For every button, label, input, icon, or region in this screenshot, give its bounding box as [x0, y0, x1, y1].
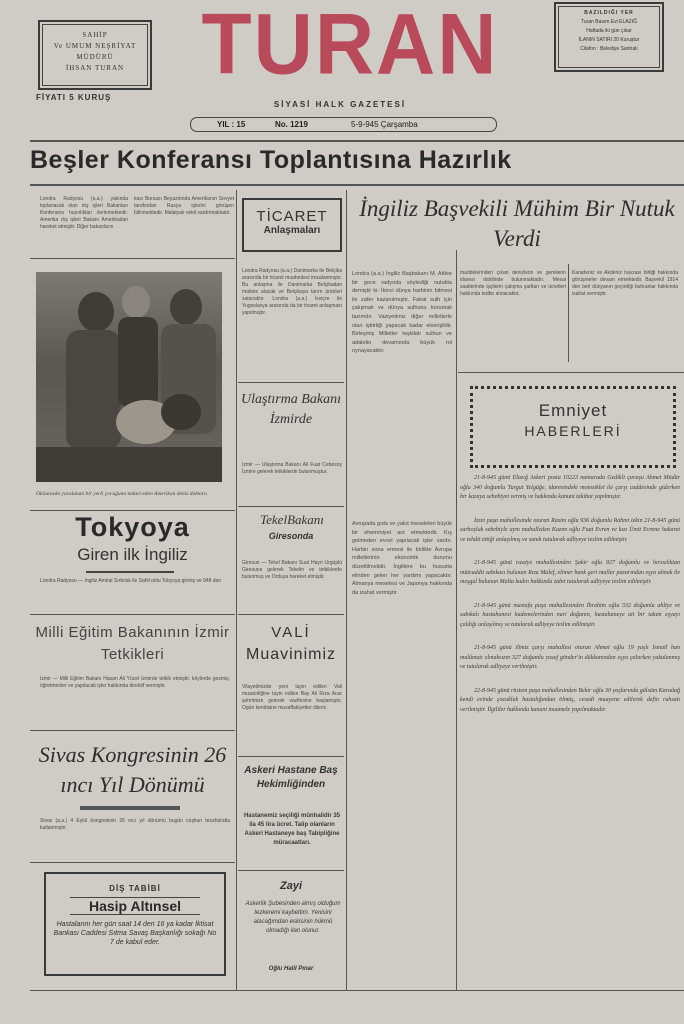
- emniyet-item: 22-8-945 günü rüstem paşa mahallesinden Bekir oğlu 30 yaşlarında gülsüm Karadağ kendi evinde çocukluk hastalığından ölmüş, cesedi muayene edilerek defin ruhsatı verilmiştir. İlgililer hakkında kanuni muamele yapılmaktadır.: [460, 687, 680, 713]
- print-info-3: Haftada iki gün çıkar: [586, 28, 632, 34]
- emniyet-item: 21-8-945 günü rızaiye mahallesinden Şakir oğlu 927 doğumlu ve hırsızlıktan mütcaddit sabıkası bulunan Rıza Malef, elimer bank geri mallar pazarından eşya almak ile meşgul bulunan Malta kadın hakkında zabıt tutularak adliyeye teslim edilmiştir.: [460, 560, 680, 585]
- main-headline: Beşler Konferansı Toplantısına Hazırlık: [30, 146, 512, 174]
- publisher-line-2: Ve UMUM NEŞRİYAT: [53, 42, 137, 50]
- main-story-col-c: maddelerinden çıkan denizlerin ve gemilerin idaresi dahilinde bulunmaktadır. Mesai saatlerinde işçilerin çalışma şartları ve ücretleri hakkında tedbir alınacaktır.: [460, 270, 566, 297]
- publisher-box: [38, 20, 152, 90]
- main-story-headline: İngiliz Başvekili Mühim Bir Nutuk Verdi: [359, 196, 675, 251]
- ticaret-box: [242, 198, 342, 252]
- tekel-text: Giresun — Tekel Bakanı Suat Hayri Ürgüplü Giresuna gelerek Tekelin ve tetkiklerde bulunmuş ve Orduya hareket etmiştir.: [242, 560, 342, 580]
- print-info-5: Cilafon : Belediye Santralı: [580, 46, 638, 52]
- askeri-hastane-text: Hastanemiz seçiliği münhalidir 35 ila 45 lira ücret. Talip olanların Askeri Hastaneye baş Tabipliğine müracaatları.: [243, 813, 341, 846]
- dentist-name: Hasip Altınsel: [70, 897, 200, 915]
- vali-headline: VALİ: [271, 624, 311, 641]
- zayi-text: Askerlik Şubesinden almış olduğum tezkeremi kaybettim. Yenisini alacağımdan eskisinin hükmü olmadığı ilan olunur.: [245, 901, 341, 934]
- headline-rule: [30, 184, 684, 186]
- newspaper-subtitle: SİYASİ HALK GAZETESİ: [273, 100, 407, 109]
- issue-date: 5-9-945 Çarşamba: [351, 120, 418, 129]
- issue-bar: [190, 117, 497, 132]
- main-story-col-d: Karadeniz ve Akdeniz havzası birliği hakkında görüşmeler devam etmektedir. Başvekil 1914 den beri dünyanın geçirdiği buhranlar hakkında izahat vermiştir.: [572, 270, 678, 297]
- sivas-headline: Sivas Kongresinin 26 ıncı Yıl Dönümü: [38, 742, 227, 797]
- sivas-text: Sivas (a.a.) 4 Eylül kongresinin 26 ıncı yıl dönümü bugün coşkun tezahüratla kutlanmıştır.: [40, 818, 230, 831]
- emniyet-item: İzzet paşa mahallesinde oturan Rasim oğlu 936 doğumlu Rahmi tekin 21-8-945 günü sarhoşluk sebebiyle aynı mahalleden Kazım oğlu Fuat Evren ve kızı Ümit Evrene hakaret ve tehdit ettiği anlaşılmış ve sanık tutularak adliyeye teslim edilmiştir.: [460, 517, 680, 543]
- emniyet-item: 21-8-945 günü Elazığ Askeri posta 10223 numarada Gedikli çavuşu Ahmet Müdür oğlu 340 doğumlu Turgut Yelgüğe, idaresindeki motosiklet ile çarşı caddesinde giderken bir kazaya sebebiyet vermiş ve hakkında kanuni takibat yapılmıştır.: [460, 475, 680, 500]
- emniyet-item: 21-8-945 günü ilimiz çarşı mahallesi oturan Ahmet oğlu 19 yaşlı İsmail han malûmatı olmaksızın 327 doğumlu yusuf gönder'in dükkanından eşya çalarken yakalanmış ve tutularak adliyeye verilmiştir.: [460, 645, 680, 670]
- emniyet-box: [470, 386, 676, 468]
- lead-text: Londra Radyosu (a.a.) yakında toplanacak olan dış işleri Bakanları Konferansı hazırlıkları ilerlemektedir. Amerika dış işleri Bakanı Amerikadan hareket etmiştir. Diğer bakanların: [40, 196, 128, 230]
- publisher-line-4: İHSAN TURAN: [65, 64, 125, 72]
- tekel-subheadline: Giresonda: [268, 531, 314, 541]
- ticaret-headline: TİCARET: [256, 208, 328, 225]
- photo-caption: Okinavada yaralanan bir yerli çocuğuna tedavi eden Amerikan deniz doktoru: [36, 491, 207, 497]
- price-label: FİYATI 5 KURUŞ: [36, 93, 112, 102]
- vali-subheadline: Muavinimiz: [245, 646, 336, 663]
- lead-text-continued: kası Borsası Beyazıtında Amerikanın Sovyet tarafından Rusya işlerini görüşen bilinmektedir. Malatyalı vekil vardırmaktadır.: [134, 196, 234, 216]
- masthead-rule: [30, 140, 684, 142]
- askeri-hastane-headline: Askeri Hastane Baş Hekimliğinden: [244, 765, 338, 790]
- tekel-headline: TekelBakanı: [260, 512, 324, 527]
- print-info-1: BAZILDIĞI YER: [584, 10, 634, 16]
- tokyo-text: Londra Radyosu — İngiliz Amiral Sırbrisk ile Sahil oldu Tokyoya girmiş ve 948 dan: [40, 578, 222, 584]
- issue-number: No. 1219: [275, 120, 308, 129]
- tokyo-subheadline: Giren ilk İngiliz: [77, 545, 188, 564]
- issue-year: YIL : 15: [217, 120, 246, 129]
- ulastirma-headline: Ulaştırma Bakanı İzmirde: [241, 392, 341, 427]
- tokyo-headline: Tokyoya: [75, 512, 190, 542]
- print-info-box: [554, 2, 664, 72]
- newspaper-title: TURAN: [201, 0, 499, 93]
- emniyet-news-list: [460, 474, 680, 994]
- emniyet-headline: Emniyet: [538, 401, 608, 420]
- ticaret-text: Londra Radyosu (a.a.) Danimarka ile Belçika arasında bir ticaret muahedesi imzalanmıştır. Bu anlaşma ile Danimarka Belçikadan makine alacak ve Belçikaya tarım ürünleri satacaktır. Londra (a.a.) İsviçre ile Yugoslavya arasında da bir ticaret anlaşması yapılmıştır.: [242, 268, 342, 316]
- dentist-ad: [44, 872, 226, 976]
- zayi-signature: Oğlu Halil Pınar: [268, 966, 314, 972]
- main-story-col-a-continued: Avrupada gıda ve yakıt meseleleri büyük bir ehemmiyet arz etmektedir. Kış gelmeden evvel yapılacak işler vardır. Harbin sona ermesi ile birlikte Avrupa milletlerinin ekonomik durumu düzeltilmelidir. İngiltere bu hususta elinden gelen her yardımı yapacaktır. Almanya meselesi ve Japonya hakkında da izahat vermiştir.: [352, 521, 452, 596]
- milli-egitim-headline: Milli Eğitim Bakanının İzmir Tetkikleri: [35, 624, 230, 663]
- print-info-2: Turan Basım Evi ELAZIĞ: [581, 19, 637, 25]
- main-story-col-a: Londra (a.a.) İngiliz Başbakanı M. Attlee bir gece radyoda söylediği nutukta demiştir ki: İkinci dünya harbinin bitmesi ile zafer kazanılmıştır. Fakat sulh için çalışmak ve dünya sulhunu korumak lazımdır. Vaziyetimiz diğer milletlerle olan işbirliği yapacak kadar elverişlidir. Birleşmiş Milletler teşkilatı sulhun ve adaletin devamında büyük rol oynayacaktır.: [352, 271, 452, 355]
- news-photo: [36, 272, 222, 482]
- ulastirma-text: İzmir — Ulaştırma Bakanı Ali Fuat Cebesoy İzmire gelerek tetkiklerde bulunmuştur.: [242, 462, 342, 475]
- vali-text: Vilayetimizde yeni tayin edilen Vali muavinliğine tayin edilen Bay Ali Rıza Acar şehrimize gelerek vazifesine başlamıştır. Ogün kendisine muvaffakiyetler dileriz.: [242, 684, 342, 711]
- ticaret-subheadline: Anlaşmaları: [263, 225, 321, 236]
- print-info-4: İLANIN SATIRI 20 Kuruştur: [578, 37, 640, 43]
- dentist-ad-text: Hastalarını her gün saat 14 den 16 ya kadar İktisat Bankası Caddesi Sıtma Savaş Başkanlığı sokağı No 7 de kabul eder.: [53, 921, 217, 946]
- publisher-line-3: MÜDÜRÜ: [76, 53, 114, 61]
- publisher-line-1: SAHİP: [82, 31, 108, 39]
- dentist-ad-title: DİŞ TABİBİ: [109, 884, 161, 893]
- zayi-headline: Zayi: [279, 880, 302, 892]
- emniyet-item: 21-8-945 günü mustafa paşa mahallesinden İbrahim oğlu 332 doğumlu ahliye ve sabıkalı hastahanesi hademelerinden nuri doğanın, hastahaneye ait bir takım eşyayı çaldığı anlaşılmış ve tutularak adliyeye teslim edilmiştir.: [460, 602, 680, 628]
- milli-egitim-text: İzmir — Milli Eğitim Bakanı Hasan Ali Yücel İzmirde tetkik etmiştir, köylerde gezmiş, öğretmenler ve yapılacak işler hakkında direktif vermiştir.: [40, 676, 230, 689]
- emniyet-subheadline: HABERLERİ: [524, 423, 622, 439]
